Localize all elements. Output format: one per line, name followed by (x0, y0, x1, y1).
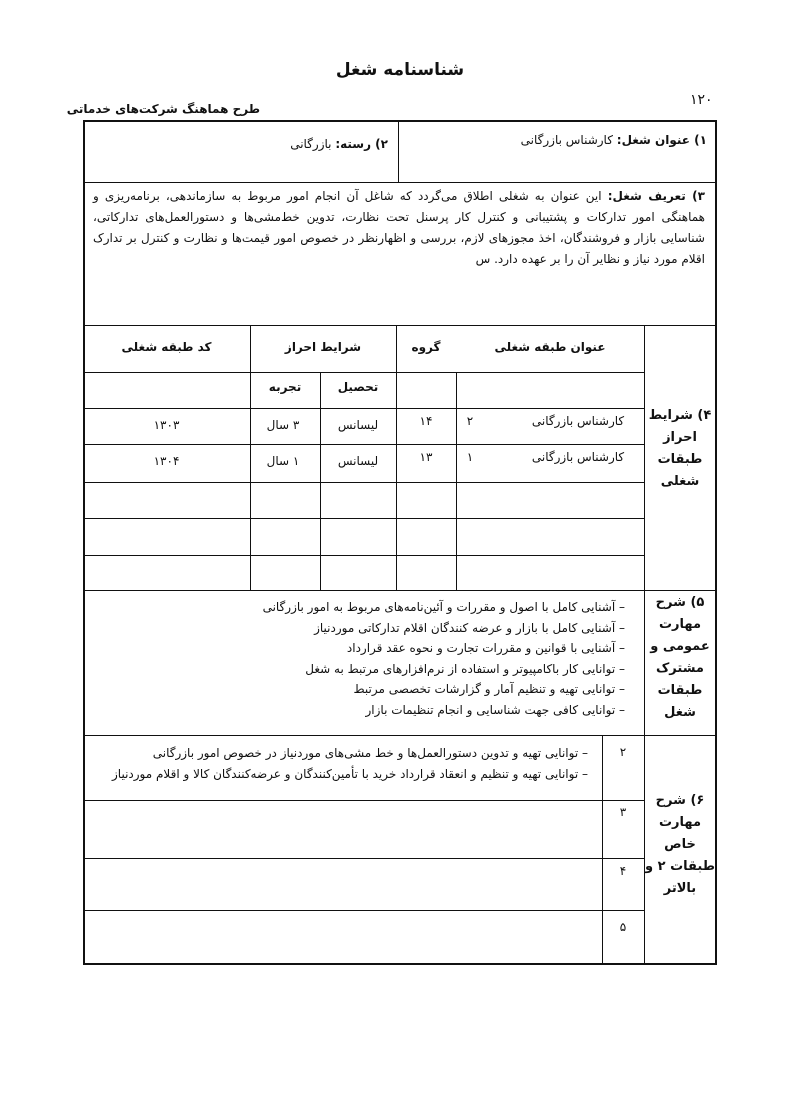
divider (83, 858, 644, 859)
education-cell: لیسانس (337, 418, 379, 432)
divider (83, 518, 644, 519)
divider (456, 372, 457, 590)
special-level-cell: ۵ (619, 920, 627, 934)
page-title: شناسنامه شغل (335, 60, 465, 80)
special-skills-list (112, 743, 588, 784)
class-code-cell: ۱۳۰۳ (153, 418, 180, 432)
general-skills-section-label: ۵) شرح مهارت عمومی و مشترک طبقات شغل (650, 595, 710, 720)
header-class-title: عنوان طبقه شغلی (494, 340, 606, 354)
education-cell: لیسانس (337, 454, 379, 468)
job-title-value: کارشناس بازرگانی (520, 133, 613, 147)
experience-cell: ۱ سال (266, 454, 300, 468)
divider (83, 482, 644, 483)
list-item: – آشنایی کامل با بازار و عرضه کنندگان اقلام تدارکاتی موردنیاز (263, 618, 625, 639)
category-label: ۲) رسته: (335, 137, 388, 151)
job-title-label: ۱) عنوان شغل: (616, 133, 707, 147)
divider (83, 590, 717, 591)
page-subtitle: طرح هماهنگ شرکت‌های خدماتی (66, 102, 260, 116)
list-item: – توانایی تهیه و تدوین دستورالعمل‌ها و خط مشی‌های موردنیاز در خصوص امور بازرگانی (112, 743, 588, 764)
group-cell: ۱۴ (419, 414, 433, 428)
class-level-cell: ۲ (466, 414, 474, 428)
list-item: – توانایی کار باکامپیوتر و استفاده از نرم‌افزارهای مرتبط به شغل (263, 659, 625, 680)
special-level-cell: ۴ (619, 864, 627, 878)
divider (83, 735, 717, 736)
header-class-code: کد طبقه شغلی (121, 340, 212, 354)
list-item: – آشنایی کامل با اصول و مقررات و آئین‌نامه‌های مربوط به امور بازرگانی (263, 597, 625, 618)
class-title-cell: کارشناس بازرگانی (531, 450, 625, 464)
divider (83, 444, 644, 445)
special-skills-section-label: ۶) شرح مهارت خاص طبقات ۲ و بالاتر (645, 793, 715, 896)
list-item: – توانایی تهیه و تنظیم آمار و گزارشات تخصصی مرتبط (263, 679, 625, 700)
job-title-field (521, 133, 707, 147)
special-level-cell: ۳ (619, 805, 627, 819)
definition-text: این عنوان به شغلی اطلاق می‌گردد که شاغل آن انجام امور مربوط به سازماندهی، برنامه‌ریزی و هماهنگی امور تدارکات و پشتیبانی و کنترل کار پرسنل تحت نظارت، تدوین خط‌مشی‌ها و دستورالعمل‌های تدارکاتی، شناسایی بازار و فروشندگان، اخذ مجوزهای لازم، بررسی و اظهارنظر در خصوص امور قیمت‌ها و نظارت و کنترل بر تدارک اقلام مورد نیاز و نظایر آن را بر عهده دارد. س (93, 189, 705, 266)
job-definition (93, 186, 705, 270)
header-experience: تجربه (268, 380, 302, 394)
general-skills-list (263, 597, 625, 720)
divider (83, 910, 644, 911)
divider (83, 800, 644, 801)
category-field (290, 137, 388, 151)
class-title-cell: کارشناس بازرگانی (531, 414, 625, 428)
qualifications-section-label: ۴) شرایط احراز طبقات شغلی (648, 408, 712, 489)
special-level-cell: ۲ (619, 745, 627, 759)
definition-label: ۳) تعریف شغل: (607, 189, 705, 203)
list-item: – توانایی تهیه و تنظیم و انعقاد قرارداد خرید با تأمین‌کنندگان و عرضه‌کنندگان کالا و اقلام موردنیاز (112, 764, 588, 785)
list-item: – توانایی کافی جهت شناسایی و انجام تنظیمات بازار (263, 700, 625, 721)
divider (83, 325, 717, 326)
class-level-cell: ۱ (466, 450, 474, 464)
divider (320, 372, 321, 590)
group-cell: ۱۳ (419, 450, 433, 464)
category-value: بازرگانی (290, 137, 332, 151)
divider (83, 372, 644, 373)
list-item: – آشنایی با قوانین و مقررات تجارت و نحوه عقد قرارداد (263, 638, 625, 659)
divider (83, 182, 717, 183)
experience-cell: ۳ سال (266, 418, 300, 432)
header-group: گروه (411, 340, 441, 354)
divider (398, 120, 399, 182)
header-requirements: شرایط احراز (284, 340, 362, 354)
divider (83, 555, 644, 556)
header-education: تحصیل (337, 380, 379, 394)
class-code-cell: ۱۳۰۴ (153, 454, 180, 468)
divider (83, 408, 644, 409)
page-number: ۱۲۰ (690, 92, 713, 108)
